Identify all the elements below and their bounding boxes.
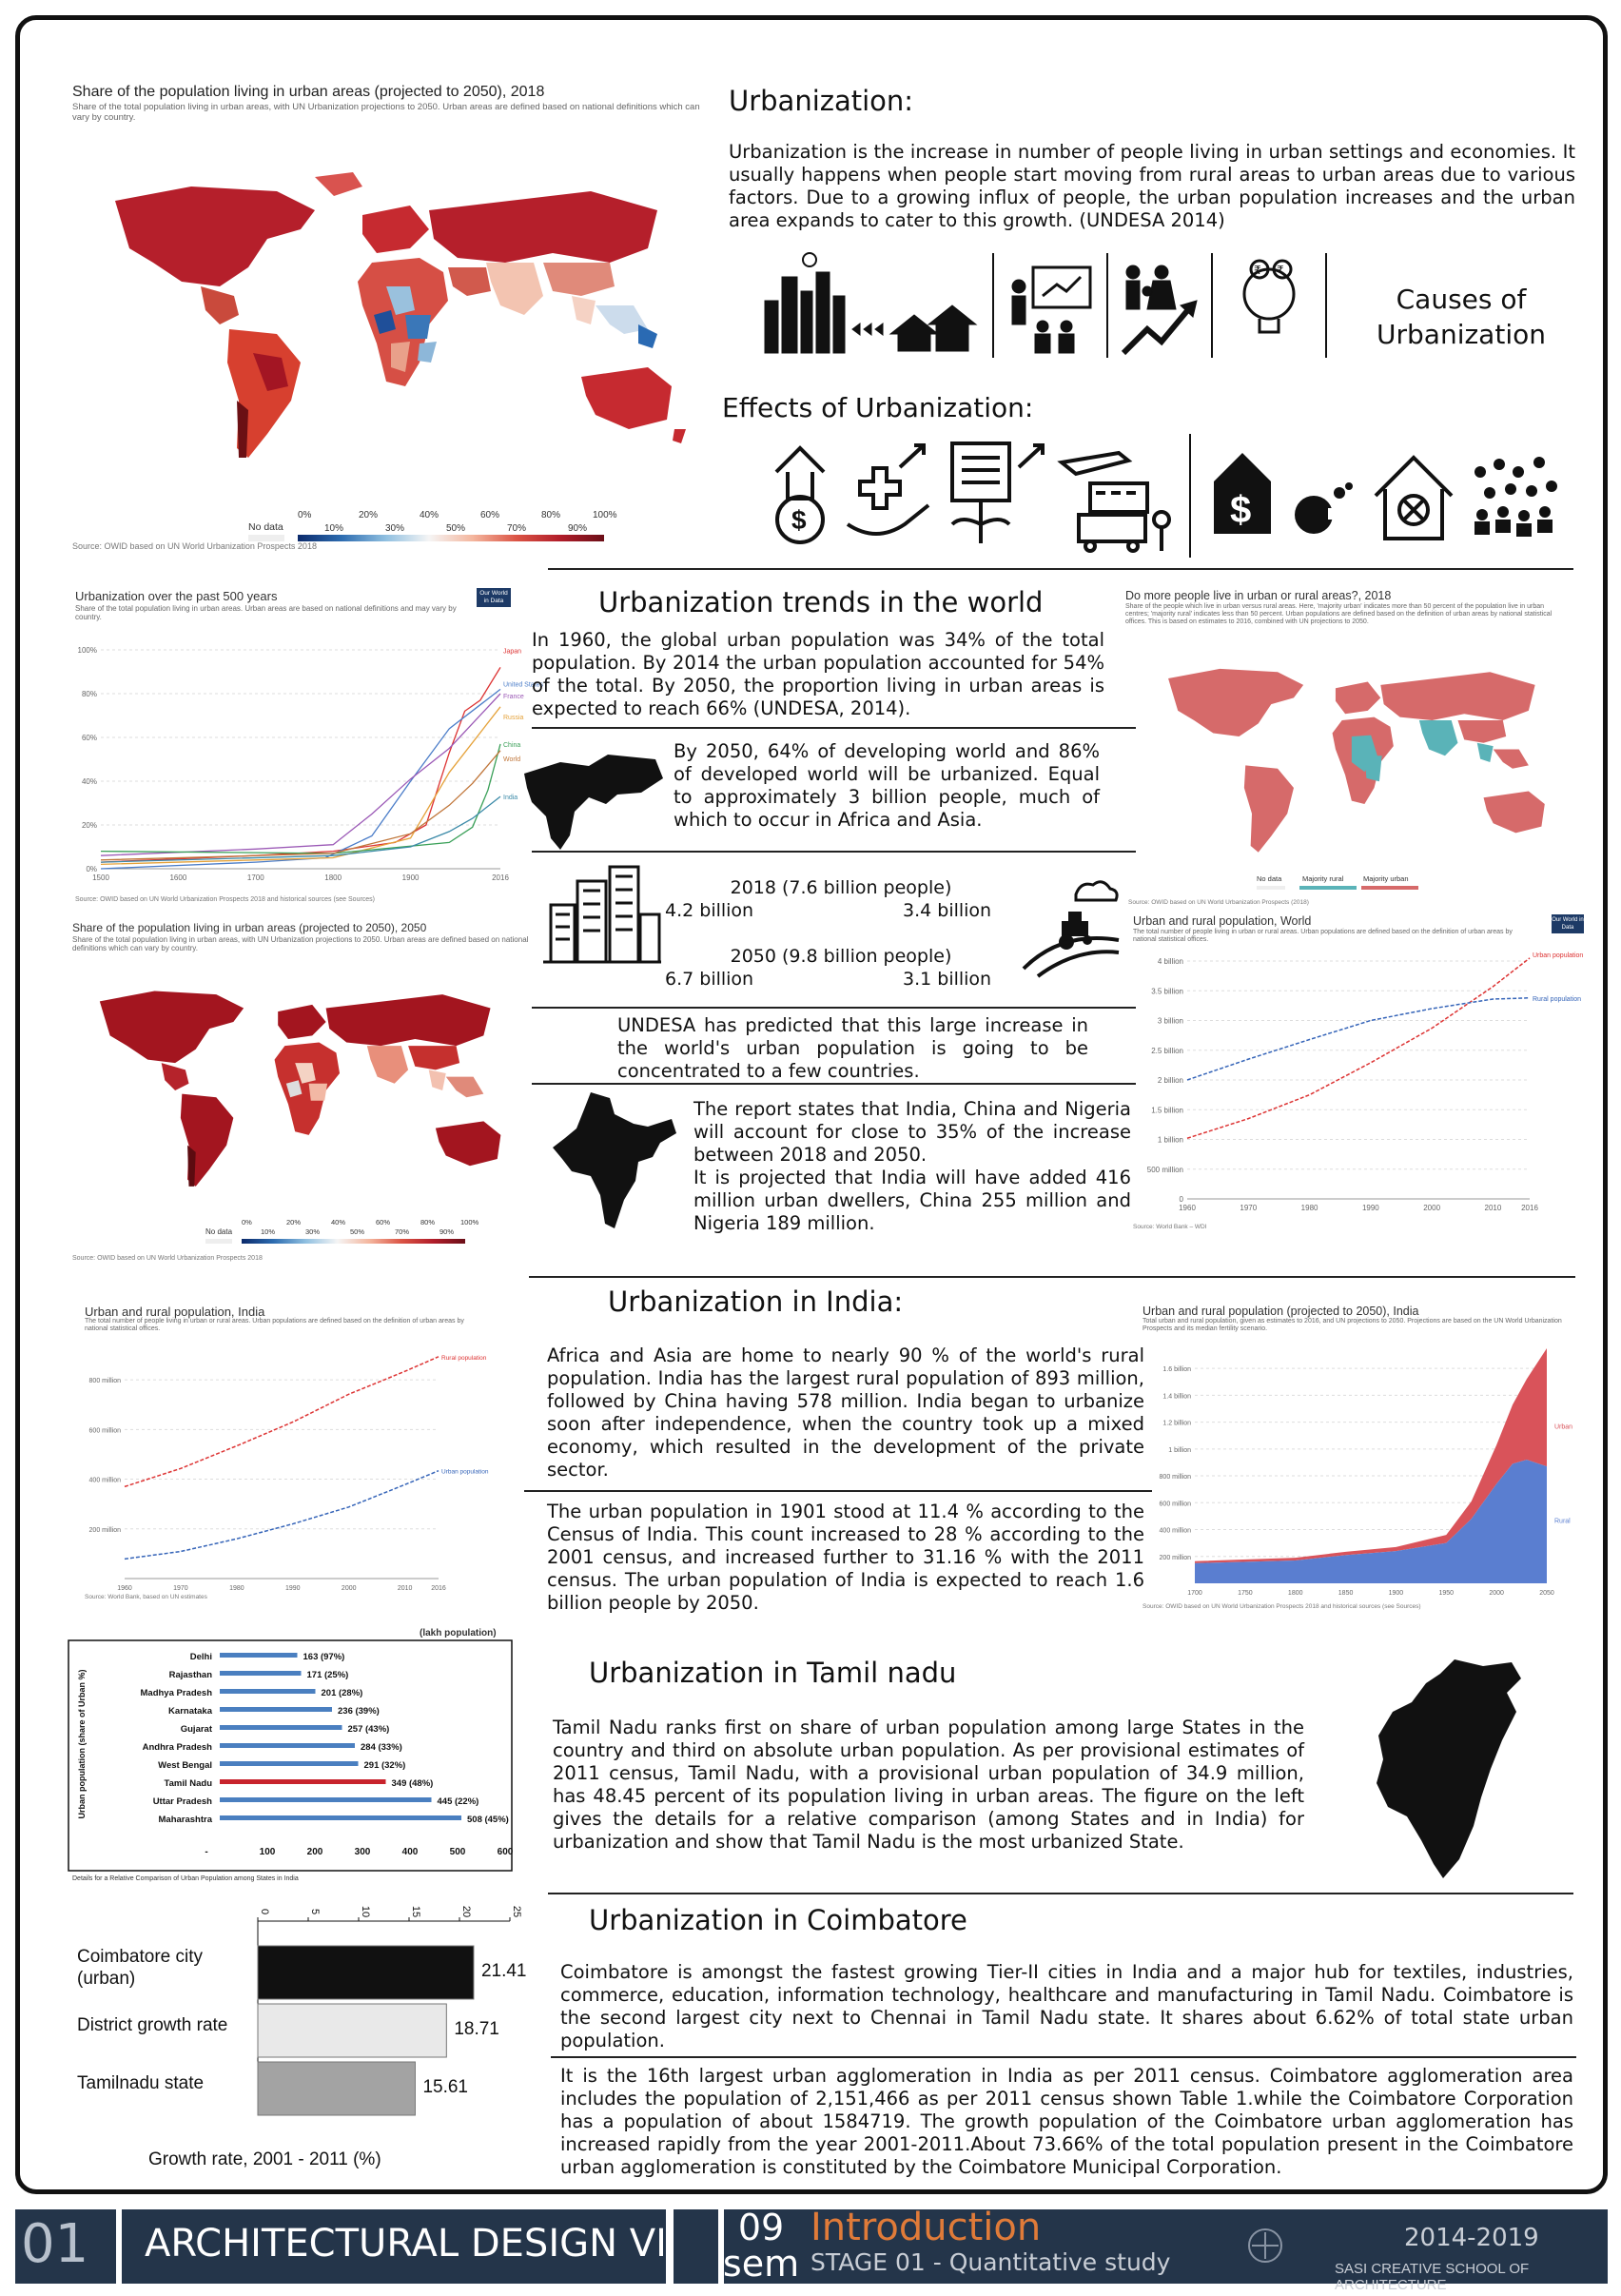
- y-tick-label: 1.4 billion: [1162, 1393, 1191, 1401]
- series-label: Urban population: [1533, 952, 1584, 959]
- divider: [551, 2056, 1576, 2058]
- y-tick-label: 3.5 billion: [1151, 987, 1183, 996]
- states-chart-unit: (lakh population): [420, 1628, 497, 1639]
- series-label: India: [503, 795, 518, 802]
- y-tick-label: 4 billion: [1157, 957, 1183, 966]
- footer-years: 2014-2019: [1404, 2224, 1539, 2252]
- stats-2018-urban: 4.2 billion: [665, 900, 754, 921]
- legend-label: 20%: [286, 1218, 302, 1226]
- footer-introduction: Introduction: [810, 2206, 1042, 2249]
- x-tick-label: -: [205, 1847, 208, 1857]
- divider: [524, 1490, 1152, 1492]
- bar-value-label: 15.61: [422, 2077, 469, 2097]
- tamilnadu-title: Urbanization in Tamil nadu: [589, 1657, 957, 1689]
- y-tick-label: 400 million: [1159, 1527, 1191, 1535]
- y-tick-label: 1.2 billion: [1162, 1420, 1191, 1427]
- bar: [220, 1815, 461, 1820]
- bar-category-label: (urban): [77, 1969, 136, 1989]
- legend-swatch: [1361, 886, 1418, 890]
- series-label: France: [503, 694, 524, 700]
- urbanization-title: Urbanization:: [729, 85, 914, 117]
- series-label: World: [503, 756, 521, 763]
- bar-category-label: Andhra Pradesh: [142, 1742, 212, 1753]
- footer-stage: STAGE 01 - Quantitative study: [810, 2248, 1171, 2276]
- stats-2050-urban: 6.7 billion: [665, 969, 754, 990]
- overcrowding-icon: [1475, 457, 1557, 537]
- x-tick-label: 1970: [1240, 1204, 1258, 1212]
- causes-label: [1371, 282, 1552, 352]
- series-line: [101, 707, 500, 865]
- y-tick-label: 3 billion: [1157, 1016, 1183, 1026]
- bar: [220, 1707, 332, 1712]
- chart-world-source: Source: World Bank – WDI: [1133, 1224, 1207, 1230]
- x-tick-label: 1800: [1287, 1590, 1303, 1597]
- legend-swatch: [1257, 886, 1285, 890]
- series-label: Rural: [1554, 1518, 1571, 1525]
- legend-label: 30%: [385, 523, 405, 534]
- world-map-2018: [77, 172, 724, 477]
- x-tick-label: 1990: [1361, 1204, 1379, 1212]
- x-tick-label: 1960: [1179, 1204, 1196, 1212]
- footer-sem-label: sem: [722, 2243, 800, 2285]
- legend-label: 80%: [541, 510, 561, 520]
- map1-subtitle: Share of the total population living in urban areas, with UN Urbanization projections to 2050. Urban areas are defined based on national definitions which can vary by country.: [72, 102, 700, 123]
- y-tick-label: 80%: [81, 690, 97, 698]
- x-tick-label: 1900: [401, 873, 420, 882]
- trends-p5: It is projected that India will have added 416 million urban dwellers, China 255 million and Nigeria 189 million.: [693, 1167, 1131, 1234]
- divider: [532, 851, 1136, 853]
- x-tick-label: 600: [497, 1847, 514, 1857]
- x-tick-label: 2000: [341, 1585, 357, 1592]
- y-tick-label: 20%: [81, 821, 97, 830]
- bar: [220, 1725, 342, 1730]
- footer-separator: [666, 2209, 674, 2284]
- legend-label: 20%: [359, 510, 379, 520]
- india-p2: The urban population in 1901 stood at 11.4 % according to the Census of India. This count increased to 28 % according to the 2001 census, and increased further to 31.16 % with the 2011 census. The urban population of India is expected to reach 1.6 billion people by 2050.: [547, 1501, 1144, 1614]
- tamilnadu-map-icon: [1369, 1655, 1531, 1883]
- y-tick-label: 1 billion: [1157, 1135, 1183, 1145]
- legend-label: 40%: [331, 1218, 346, 1226]
- y-tick-label: 1.5 billion: [1151, 1106, 1183, 1115]
- x-tick-label: 300: [354, 1847, 371, 1857]
- x-tick-label: 2010: [1484, 1204, 1502, 1212]
- transport-icon: [1062, 453, 1169, 551]
- series-label: China: [503, 741, 521, 749]
- chart-india-subtitle: The total number of people living in urban or rural areas. Urban populations are defined based on the definition of urban areas by national statistical offices.: [85, 1318, 464, 1332]
- series-label: Japan: [503, 648, 522, 656]
- footer-school: SASI CREATIVE SCHOOL OF ARCHITECTURE: [1335, 2261, 1530, 2293]
- y-tick-label: 600 million: [1159, 1501, 1191, 1508]
- x-tick-label: 1980: [229, 1585, 244, 1592]
- bar-category-label: Maharashtra: [158, 1815, 212, 1825]
- y-tick-label: 800 million: [1159, 1474, 1191, 1482]
- bar-category-label: District growth rate: [77, 2015, 228, 2035]
- series-label: Rural population: [1533, 995, 1581, 1003]
- legend-label: Majority urban: [1363, 874, 1409, 883]
- y-tick-label: 2.5 billion: [1151, 1046, 1183, 1055]
- bar-value-label: 236 (39%): [338, 1706, 380, 1717]
- x-tick-label: 2016: [1521, 1204, 1538, 1212]
- map1-source: Source: OWID based on UN World Urbanization Prospects 2018: [72, 541, 317, 551]
- map2-title: Share of the population living in urban areas (projected to 2050), 2050: [72, 921, 427, 934]
- map1-legend-nodata-swatch: [248, 535, 284, 541]
- bar-category-label: West Bengal: [158, 1760, 212, 1771]
- y-tick-label: 600 million: [88, 1427, 121, 1435]
- bar: [220, 1653, 298, 1658]
- x-tick-label: 10: [360, 1905, 371, 1918]
- bar-value-label: 21.41: [480, 1961, 527, 1981]
- x-tick-label: 2000: [1489, 1590, 1504, 1597]
- legend-label: 0%: [242, 1218, 252, 1226]
- map2-legend-bottom-labels: [261, 1227, 508, 1237]
- coimbatore-p2: It is the 16th largest urban agglomeration in India as per 2011 census. Coimbatore agglomeration area includes the population of 2,151,466 as per 2011 census shown Table 1.while the Coimbatore Corporation has a population of about 1584719. The growth population of the Coimbatore urban agglomeration has increased rapidly from the year 2001-2011.About 73.66% of the total population present in the Coimbatore urban agglomeration is constituted by the Coimbatore Municipal Corporation.: [560, 2065, 1573, 2178]
- india-map-icon: [548, 1090, 681, 1233]
- series-line: [125, 1357, 439, 1487]
- legend-label: 100%: [460, 1218, 479, 1226]
- map1-legend-nodata: No data: [248, 521, 283, 533]
- bar-category-label: Coimbatore city: [77, 1947, 203, 1967]
- divider: [532, 727, 1136, 729]
- x-tick-label: 1700: [1187, 1590, 1202, 1597]
- y-tick-label: 800 million: [88, 1378, 121, 1385]
- effects-title: Effects of Urbanization:: [722, 392, 1034, 423]
- footer-course: ARCHITECTURAL DESIGN VI: [145, 2222, 667, 2266]
- legend-label: 80%: [420, 1218, 436, 1226]
- legend-swatch: [1299, 886, 1357, 890]
- bar: [220, 1761, 359, 1766]
- bar-category-label: Delhi: [189, 1652, 212, 1662]
- bar-value-label: 201 (28%): [321, 1688, 363, 1698]
- y-tick-label: 100%: [77, 646, 97, 655]
- divider: [532, 1083, 1136, 1085]
- x-tick-label: 1980: [1300, 1204, 1318, 1212]
- divider: [548, 1893, 1573, 1894]
- map3-subtitle: Share of the people which live in urban versus rural areas. Here, 'majority urban' indicates more than 50 percent of the population live in urban centres; 'majority rural' indicates less than 50 percent. Urban populations are defined based on the definition of urban areas by national statistical offices. This is based on estimates to 2016, combined with UN projections to 2050.: [1125, 603, 1553, 625]
- map2-legend-top-labels: [242, 1218, 489, 1227]
- divider: [548, 568, 1573, 570]
- legend-label: 40%: [420, 510, 439, 520]
- chart-states-urban: [68, 1639, 515, 1873]
- chart500-source: Source: OWID based on UN World Urbanization Prospects 2018 and historical sources (see Sources): [75, 896, 376, 903]
- causes-icons: [757, 248, 1328, 363]
- bar: [220, 1671, 302, 1676]
- legend-label: 60%: [480, 510, 500, 520]
- x-tick-label: 1800: [324, 873, 342, 882]
- effects-icons: [757, 434, 1575, 558]
- healthcare-icon: [848, 445, 928, 534]
- map1-legend-bottom-labels: [324, 523, 638, 535]
- bar: [258, 1946, 474, 1999]
- school-logo-icon: [1246, 2227, 1284, 2265]
- bar-category-label: Uttar Pradesh: [152, 1796, 212, 1807]
- bar-value-label: 349 (48%): [391, 1778, 434, 1789]
- owid-badge: Our World in Data: [1552, 914, 1584, 933]
- causes-label-line2: Urbanization: [1377, 319, 1546, 350]
- x-tick-label: 200: [306, 1847, 323, 1857]
- footer-semester: [718, 2207, 804, 2285]
- series-label: Urban population: [441, 1468, 489, 1476]
- chart-urban-rural-india-2050: [1138, 1338, 1585, 1609]
- legend-label: 0%: [298, 510, 312, 520]
- y-tick-label: 0%: [86, 865, 97, 873]
- world-map-2050: [72, 971, 538, 1209]
- bar: [220, 1797, 432, 1802]
- legend-label: 10%: [261, 1227, 276, 1236]
- y-tick-label: 200 million: [1159, 1554, 1191, 1561]
- chart-world-title: Urban and rural population, World: [1133, 914, 1312, 928]
- legend-label: 70%: [395, 1227, 410, 1236]
- y-tick-label: 2 billion: [1157, 1076, 1183, 1085]
- legend-label: 50%: [446, 523, 466, 534]
- bar-value-label: 18.71: [454, 2019, 499, 2039]
- map3-title: Do more people live in urban or rural areas?, 2018: [1125, 589, 1392, 602]
- bar-value-label: 163 (97%): [303, 1652, 345, 1662]
- chart500-subtitle: Share of the total population living in urban areas. Urban areas are based on national definitions and may vary by country.: [75, 604, 457, 621]
- legend-label: No data: [1257, 874, 1282, 883]
- bar: [220, 1743, 355, 1748]
- x-tick-label: 2000: [1423, 1204, 1441, 1212]
- svg-text:₹: ₹: [1254, 264, 1261, 277]
- bar-value-label: 508 (45%): [467, 1815, 509, 1825]
- stats-2050-label: 2050 (9.8 billion people): [730, 946, 952, 967]
- chart-growth-rate: [53, 1902, 548, 2178]
- series-line: [101, 667, 500, 862]
- x-tick-label: 1900: [1388, 1590, 1404, 1597]
- x-tick-label: 1600: [169, 873, 187, 882]
- svg-text:$: $: [791, 505, 807, 535]
- x-tick-label: 1500: [92, 873, 109, 882]
- eurasia-africa-map-icon: [522, 745, 665, 852]
- bar-value-label: 445 (22%): [437, 1796, 479, 1807]
- city-migration-icon: [765, 253, 976, 353]
- map2-legend-scale: [242, 1239, 465, 1244]
- chart-urban-500-years: [72, 638, 544, 895]
- stats-2018-label: 2018 (7.6 billion people): [730, 877, 952, 898]
- chart500-title: Urbanization over the past 500 years: [75, 589, 278, 603]
- map2-legend-nodata: No data: [205, 1227, 233, 1236]
- coimbatore-title: Urbanization in Coimbatore: [589, 1904, 967, 1936]
- map1-title: Share of the population living in urban areas (projected to 2050), 2018: [72, 84, 545, 100]
- housing-cost-icon: [1214, 453, 1271, 534]
- bar: [258, 2004, 446, 2057]
- x-tick-label: 500: [449, 1847, 466, 1857]
- stats-2050-rural: 3.1 billion: [903, 969, 992, 990]
- map1-legend-top-labels: [298, 510, 617, 521]
- legend-label: 60%: [376, 1218, 391, 1226]
- x-tick-label: 15: [410, 1905, 421, 1918]
- x-tick-label: 2016: [431, 1585, 446, 1592]
- series-line: [101, 694, 500, 855]
- x-axis-label: Growth rate, 2001 - 2011 (%): [148, 2149, 381, 2169]
- bar-value-label: 291 (32%): [363, 1760, 406, 1771]
- map3-source: Source: OWID based on UN World Urbanization Prospects (2018): [1128, 899, 1309, 906]
- bar-category-label: Madhya Pradesh: [140, 1688, 212, 1698]
- stats-2050: [665, 945, 1007, 990]
- x-tick-label: 100: [259, 1847, 276, 1857]
- x-tick-label: 400: [401, 1847, 419, 1857]
- x-tick-label: 1970: [173, 1585, 188, 1592]
- money-bulb-icon: [1244, 261, 1294, 332]
- y-tick-label: 60%: [81, 734, 97, 742]
- chart-india-source: Source: World Bank, based on UN estimates: [85, 1594, 207, 1600]
- chart-urban-rural-world: [1128, 948, 1585, 1233]
- stats-2018: [665, 876, 1007, 921]
- bar: [258, 2062, 415, 2115]
- legend-label: 90%: [568, 523, 588, 534]
- bar-value-label: 284 (33%): [361, 1742, 402, 1753]
- svg-text:$: $: [1230, 489, 1252, 531]
- x-tick-label: 1700: [246, 873, 264, 882]
- legend-label: Majority rural: [1302, 874, 1344, 883]
- india-p1: Africa and Asia are home to nearly 90 % of the world's rural population. India has the largest rural population of 893 million, followed by China having 578 million. India began to urbanize soon after independence, when the country took up a mixed economy, which resulted in the development of the private sector.: [547, 1344, 1144, 1481]
- y-tick-label: 500 million: [1146, 1165, 1183, 1174]
- legend-label: 50%: [350, 1227, 365, 1236]
- bar-category-label: Karnataka: [168, 1706, 212, 1717]
- stats-2018-rural: 3.4 billion: [903, 900, 992, 921]
- urban-rural-majority-map: [1143, 657, 1580, 867]
- trends-p1: In 1960, the global urban population was 34% of the total population. By 2014 the urban population accounted for 54% of the total. By 2050, the proportion living in urban areas is expected to reach 66% (UNDESA, 2014).: [532, 629, 1104, 719]
- bar-value-label: 257 (43%): [347, 1724, 390, 1735]
- x-tick-label: 1950: [1438, 1590, 1455, 1597]
- bar-category-label: Gujarat: [180, 1724, 212, 1735]
- trends-p3: UNDESA has predicted that this large increase in the world's urban population is going to be concentrated to a few countries.: [617, 1014, 1088, 1082]
- x-tick-label: 25: [511, 1905, 522, 1918]
- series-line: [1187, 958, 1530, 1138]
- footer-separator: [116, 2209, 122, 2284]
- footer-sem-number: 09: [737, 2207, 785, 2248]
- legend-label: 90%: [439, 1227, 455, 1236]
- x-tick-label: 5: [309, 1908, 321, 1915]
- bar: [220, 1689, 316, 1694]
- chart-world-subtitle: The total number of people living in urban or rural areas. Urban populations are defined based on the definition of urban areas by national statistical offices.: [1133, 929, 1513, 943]
- x-tick-label: 1960: [117, 1585, 132, 1592]
- divider: [532, 1007, 1136, 1009]
- chart-urban-rural-india: [77, 1338, 515, 1599]
- y-tick-label: 40%: [81, 777, 97, 786]
- series-line: [1187, 998, 1530, 1080]
- pollution-icon: [1295, 482, 1353, 534]
- x-tick-label: 0: [259, 1908, 270, 1915]
- x-tick-label: 1850: [1338, 1590, 1354, 1597]
- series-line: [125, 1471, 439, 1560]
- map2-legend-nodata-swatch: [205, 1239, 232, 1244]
- y-tick-label: 0: [1179, 1195, 1183, 1204]
- trends-p2: By 2050, 64% of developing world and 86% of developed world will be urbanized. Equal to approximately 3 billion people, much of which to occur in Africa and Asia.: [674, 740, 1100, 831]
- x-tick-label: 1990: [284, 1585, 301, 1592]
- y-tick-label: 1.6 billion: [1162, 1366, 1191, 1374]
- economic-growth-icon: [776, 448, 824, 542]
- y-tick-label: 200 million: [88, 1526, 121, 1534]
- chart-india2050-source: Source: OWID based on UN World Urbanization Prospects 2018 and historical sources (see Sources): [1143, 1603, 1421, 1610]
- x-tick-label: 1750: [1238, 1590, 1253, 1597]
- coimbatore-p1: Coimbatore is amongst the fastest growing Tier-II cities in India and a major hub for textiles, industries, commerce, education, information technology, healthcare and manufacturing in Tamil Nadu. Coimbatore is the second largest city next to Chennai in Tamil Nadu state. It shares about 6.62% of total state urban population.: [560, 1961, 1573, 2051]
- india-title: Urbanization in India:: [608, 1285, 904, 1318]
- bar-category-label: Tamil Nadu: [164, 1778, 212, 1789]
- trends-p4: The report states that India, China and Nigeria will account for close to 35% of the increase between 2018 and 2050.: [693, 1098, 1131, 1166]
- poster-sheet: [15, 15, 1608, 2194]
- legend-label: 100%: [593, 510, 617, 520]
- trends-title: Urbanization trends in the world: [598, 586, 1044, 618]
- x-tick-label: 2050: [1539, 1590, 1554, 1597]
- svg-text:₹: ₹: [1277, 264, 1284, 277]
- education-book-icon: [952, 443, 1043, 543]
- urbanization-text: Urbanization is the increase in number of people living in urban settings and economies. It usually happens when people start moving from rural areas to urban areas due to various factors. Due to a growing influx of people, the urban population increases and the urban area expands to cater to this growth. (UNDESA 2014): [729, 141, 1575, 231]
- series-label: United States: [503, 681, 544, 689]
- owid-badge: Our World in Data: [477, 588, 511, 607]
- y-tick-label: 400 million: [88, 1477, 121, 1484]
- causes-label-line1: Causes of: [1396, 284, 1527, 315]
- tamilnadu-text: Tamil Nadu ranks first on share of urban population among large States in the country and third on absolute urban population. As per provisional estimates of 2011 census, Tamil Nadu, with a provisional urban population of 34.9 million, has 48.45 percent of its population living in urban areas. The figure on the left gives the details for a relative comparison (among States and in India) for urbanization and show that Tamil Nadu is the most urbanized State.: [553, 1717, 1304, 1853]
- states-chart-caption: Details for a Relative Comparison of Urban Population among States in India: [72, 1875, 299, 1882]
- bar-category-label: Tamilnadu state: [77, 2073, 205, 2093]
- bar: [220, 1779, 386, 1784]
- chart-india-title: Urban and rural population, India: [85, 1305, 265, 1319]
- x-tick-label: 2010: [397, 1585, 413, 1592]
- legend-label: 10%: [324, 523, 344, 534]
- population-growth-icon: [1123, 265, 1197, 353]
- map1-legend-scale: [298, 535, 604, 541]
- footer-sheet-number: 01: [21, 2213, 89, 2275]
- series-line: [101, 744, 500, 854]
- y-axis-label: Urban population (share of Urban %): [77, 1669, 87, 1819]
- y-tick-label: 1 billion: [1168, 1446, 1191, 1454]
- series-label: Russia: [503, 714, 524, 721]
- chart-india2050-subtitle: Total urban and rural population, given as estimates to 2016, and UN projections to 2050. Projections are based on the UN World Urbanization Prospects and its median fertility scenario.: [1143, 1318, 1562, 1332]
- bar-category-label: Rajasthan: [168, 1670, 212, 1680]
- map2-source: Source: OWID based on UN World Urbanization Prospects 2018: [72, 1255, 263, 1262]
- legend-label: 70%: [507, 523, 527, 534]
- chart-india2050-title: Urban and rural population (projected to 2050), India: [1143, 1305, 1419, 1318]
- divider: [529, 1276, 1575, 1278]
- x-tick-label: 2016: [492, 873, 509, 882]
- legend-label: 30%: [305, 1227, 321, 1236]
- series-label: Urban: [1554, 1423, 1573, 1431]
- homelessness-icon: [1376, 458, 1452, 539]
- x-tick-label: 20: [460, 1905, 472, 1918]
- education-icon: [1012, 267, 1090, 353]
- series-label: Rural population: [441, 1354, 487, 1362]
- map2-subtitle: Share of the total population living in urban areas, with UN Urbanization projections to 2050. Urban areas are defined based on national definitions which can vary by country.: [72, 935, 529, 952]
- city-buildings-icon: [541, 862, 663, 967]
- rural-tractor-icon: [1019, 873, 1123, 978]
- bar-value-label: 171 (25%): [306, 1670, 349, 1680]
- map3-legend: [1257, 874, 1447, 893]
- map2-legend: [205, 1214, 491, 1252]
